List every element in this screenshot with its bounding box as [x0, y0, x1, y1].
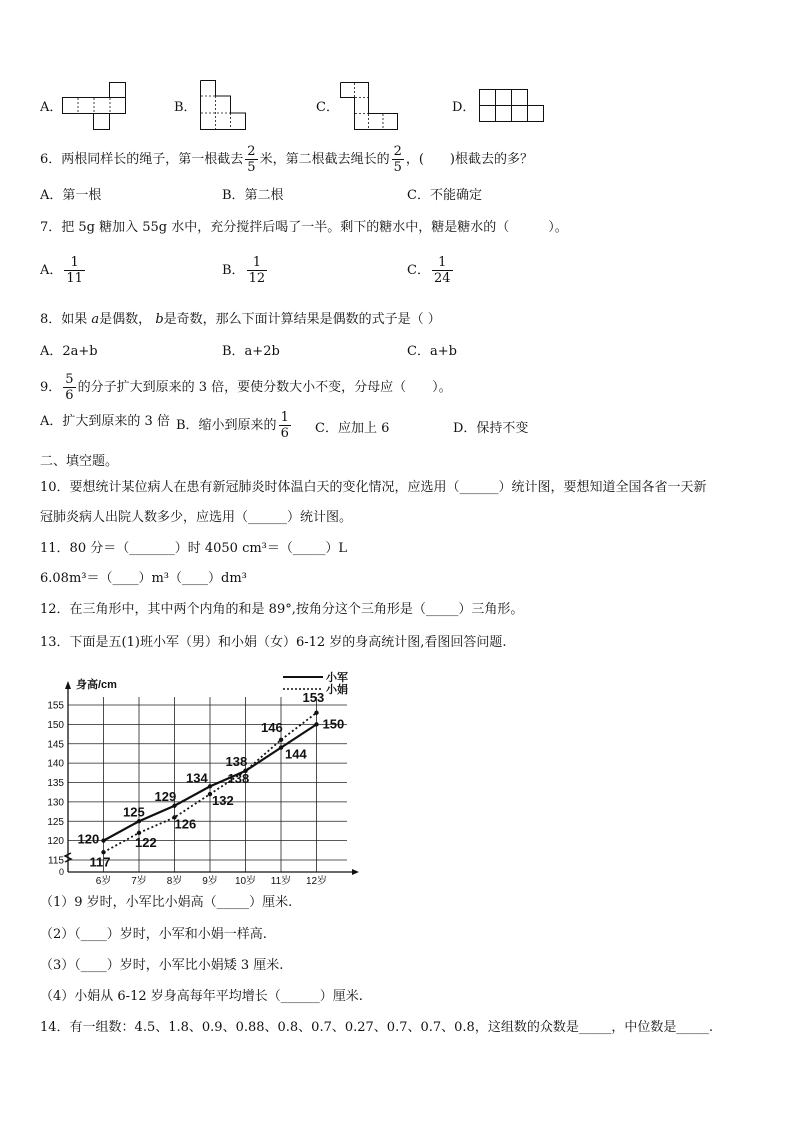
fraction-2-5-b: $\frac{2}{5}$: [393, 144, 402, 175]
question-7: 7．把 5g 糖加入 55g 水中，充分搅拌后喝了一半。剩下的糖水中，糖是糖水的（ ）。: [40, 220, 568, 235]
q5-net-a: [62, 82, 126, 130]
y-axis-title: 身高/cm: [76, 679, 117, 691]
data-label: 126: [174, 816, 197, 832]
data-label: 129: [154, 788, 177, 804]
data-point: [314, 722, 318, 726]
y-tick-label: 125: [47, 816, 64, 828]
x-tick-label: 12岁: [305, 876, 328, 887]
q8-option-a: A．2a+b: [40, 344, 98, 359]
data-label: 132: [212, 793, 234, 809]
legend-label: 小娟: [326, 684, 348, 696]
x-tick-label: 8岁: [166, 876, 183, 887]
data-label: 134: [186, 770, 208, 786]
q5-net-c: [340, 82, 398, 130]
data-point: [172, 804, 176, 808]
data-label: 144: [285, 746, 307, 762]
q6-option-b: B．第二根: [222, 188, 284, 203]
question-11-line2: 6.08m³＝（____）m³（____）dm³: [40, 571, 247, 586]
q5-option-a-label: A．: [40, 100, 63, 115]
data-point: [279, 738, 283, 742]
data-label: 138: [225, 753, 248, 769]
q5-net-d: [479, 89, 545, 123]
y-axis-arrow: [65, 681, 71, 689]
data-point: [314, 711, 318, 715]
q6-option-a: A．第一根: [40, 188, 102, 203]
q8-option-b: B．a+2b: [222, 344, 280, 359]
axis-break-mark: [65, 853, 71, 862]
q9-option-a: A．扩大到原来的 3 倍: [40, 414, 170, 429]
section-fill-blank-title: 二、填空题。: [40, 454, 119, 469]
chart-axes: [65, 681, 359, 875]
q7-option-a: A． $\frac{1}{11}$: [40, 255, 83, 286]
x-tick-label: 6岁: [95, 876, 112, 887]
question-13-sub4: （4）小娟从 6-12 岁身高每年平均增长（______）厘米.: [40, 989, 363, 1004]
y-tick-label: 145: [47, 739, 64, 751]
q5-option-c-label: C．: [316, 100, 339, 115]
data-label: 122: [135, 834, 157, 850]
data-point: [137, 819, 141, 823]
x-tick-label: 9岁: [202, 876, 218, 887]
data-label: 117: [89, 854, 111, 870]
y-tick-label: 150: [47, 719, 64, 731]
data-label: 120: [77, 831, 100, 847]
question-11-line1: 11．80 分＝（_______）时 4050 cm³＝（_____）L: [40, 541, 348, 556]
fraction-2-5: $\frac{2}{5}$: [247, 144, 256, 175]
question-13-sub3: （3）（____）岁时，小军比小娟矮 3 厘米.: [40, 958, 284, 973]
q6-option-c: C．不能确定: [407, 188, 482, 203]
y-tick-label: 120: [47, 836, 64, 848]
legend-label: 小军: [326, 672, 348, 684]
x-axis-arrow: [352, 869, 359, 875]
q5-option-d-label: D．: [452, 100, 476, 115]
question-12: 12．在三角形中，其中两个内角的和是 89°,按角分这个三角形是（_____）三角形。: [40, 602, 524, 617]
x-tick-label: 10岁: [234, 876, 257, 887]
data-point: [208, 784, 212, 788]
x-tick-label: 7岁: [131, 876, 147, 887]
data-label: 138: [227, 770, 250, 786]
q7-option-c: C． $\frac{1}{24}$: [407, 255, 451, 286]
y-tick-label: 135: [47, 778, 64, 789]
y-tick-label: 115: [48, 855, 64, 867]
data-point: [279, 745, 283, 749]
question-14: 14．有一组数：4.5、1.8、0.9、0.88、0.8、0.7、0.27、0.7、0.7、0.8，这组数的众数是_____，中位数是_____.: [40, 1020, 713, 1035]
y-tick-label: 130: [47, 797, 64, 809]
data-label: 125: [123, 804, 145, 820]
q9-option-b: B．缩小到原来的 $\frac{1}{6}$: [176, 410, 289, 441]
data-label: 153: [302, 689, 325, 705]
q9-option-c: C．应加上 6: [315, 421, 390, 436]
y-tick-label: 140: [47, 758, 64, 770]
q8-option-c: C．a+b: [407, 344, 457, 359]
q5-option-b-label: B．: [174, 100, 197, 115]
question-10-line2: 冠肺炎病人出院人数多少，应选用（______）统计图。: [40, 510, 353, 525]
question-8: 8．如果 a是偶数， b是奇数，那么下面计算结果是偶数的式子是（ ）: [40, 312, 441, 327]
y-tick-label: 155: [47, 700, 64, 712]
height-line-chart: [40, 665, 410, 887]
question-6: 6．两根同样长的绳子，第一根截去 $\frac{2}{5}$ 米，第二根截去绳长的 $\frac{2}{5}$ ，( )根截去的多？: [40, 144, 534, 175]
chart-labels: [47, 677, 344, 887]
question-10-line1: 10．要想统计某位病人在患有新冠肺炎时体温白天的变化情况，应选用（______）统计图，要想知道全国各省一天新: [40, 480, 707, 495]
origin-label: 0: [59, 867, 65, 877]
question-9: 9． $\frac{5}{6}$ 的分子扩大到原来的 3 倍，要使分数大小不变，分母应（ ）。: [40, 372, 452, 403]
data-label: 150: [322, 716, 345, 732]
data-label: 146: [261, 719, 283, 735]
data-point: [101, 838, 105, 842]
q5-net-b: [200, 80, 246, 130]
q7-option-b: B． $\frac{1}{12}$: [222, 255, 266, 286]
question-13-sub1: （1）9 岁时，小军比小娟高（_____）厘米.: [40, 895, 293, 910]
question-13: 13．下面是五(1)班小军（男）和小娟（女）6-12 岁的身高统计图,看图回答问题.: [40, 635, 507, 650]
x-tick-label: 11岁: [270, 876, 292, 887]
question-13-sub2: （2）（____）岁时，小军和小娟一样高.: [40, 927, 267, 942]
q9-option-d: D．保持不变: [453, 421, 529, 436]
